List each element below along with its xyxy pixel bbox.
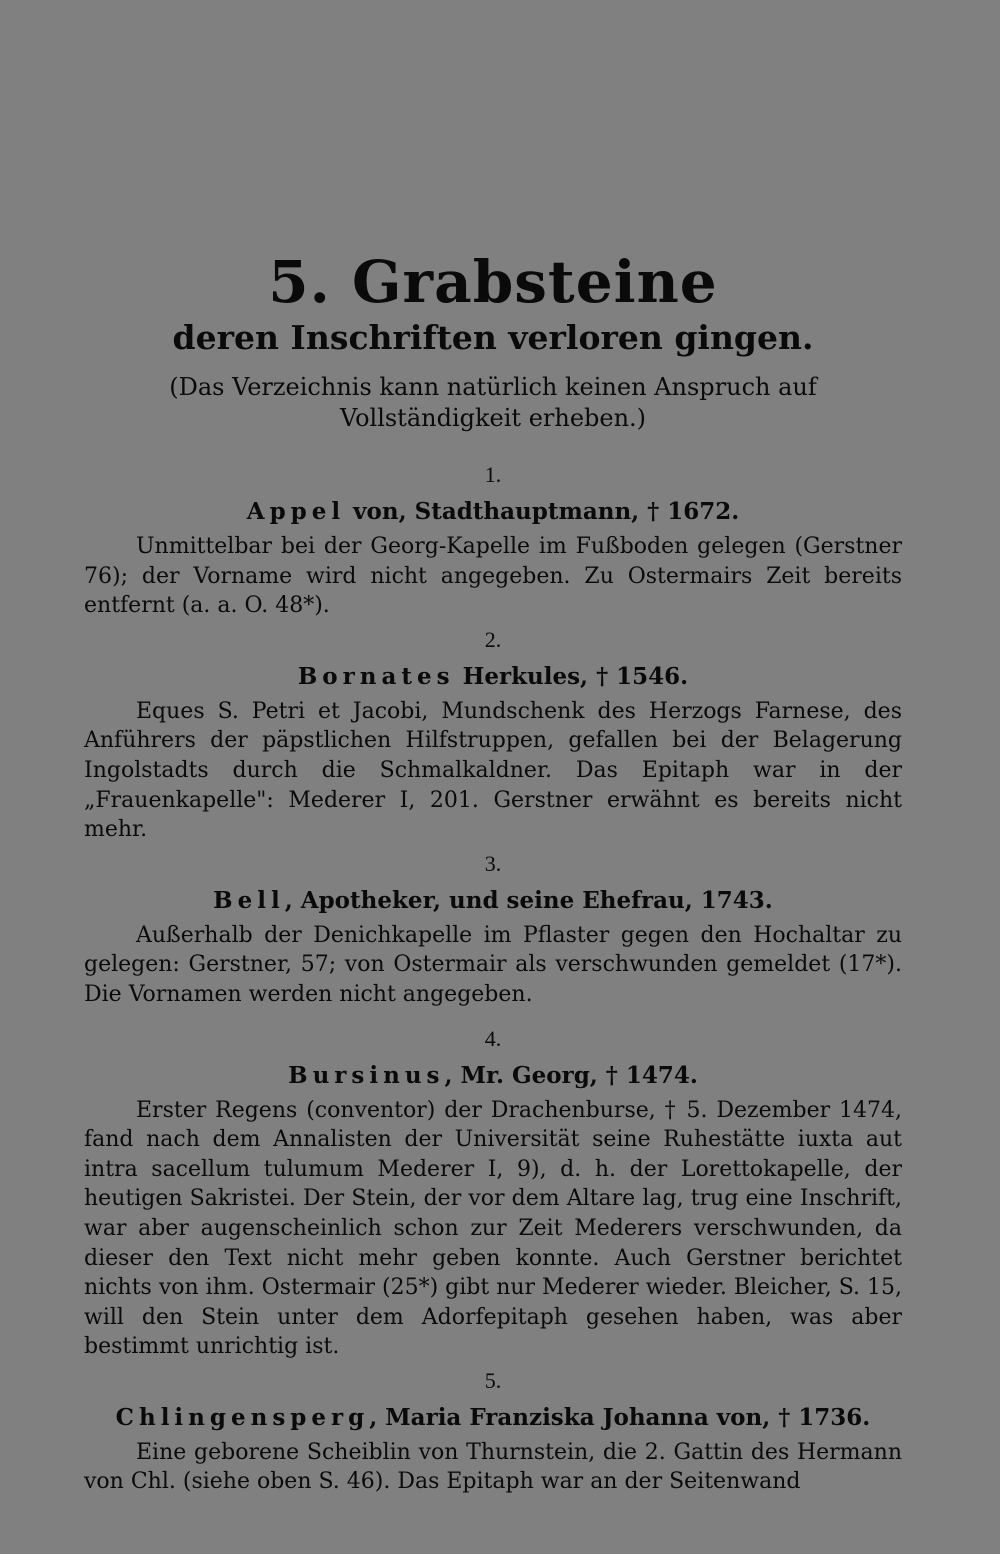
entry-number: 4. <box>484 1025 502 1051</box>
entry-name: Bornates <box>297 662 455 690</box>
entry-text: Erster Regens (conventor) der Drachenburse, † 5. Dezember 1474, fand nach dem Annalisten der Universität seine Ruhestätte iuxta aut intra sacellum tulumum Mederer I, 9), d. h. der Lorettokapelle, der heutigen Sakristei. Der Stein, der vor dem Altare lag, trug eine Inschrift, war aber augenscheinlich schon zur Zeit Mederers verschwunden, da dieser den Text nicht mehr geben konnte. Auch Gerstner berichtet nichts von ihm. Ostermair (25*) gibt nur Mederer wieder. Bleicher, S. 15, will den Stein unter dem Adorfepitaph gesehen haben, was aber bestimmt unrichtig ist. <box>84 1097 902 1360</box>
entry-heading <box>84 494 902 530</box>
entry-heading-rest: , Apotheker, und seine Ehefrau, 1743. <box>284 886 773 914</box>
chapter-title: 5. Grabsteine <box>268 248 718 316</box>
entry-heading-rest: , Maria Franziska Johanna von, † 1736. <box>369 1403 871 1431</box>
entry-text: Eques S. Petri et Jacobi, Mundschenk des Herzogs Farnese, des Anführers der päpstlichen Hilfstruppen, gefallen bei der Belagerung Ingolstadts durch die Schmalkaldner. Das Epitaph war in der „Frauenkapelle": Mederer I, 201. Gerstner erwähnt es bereits nicht mehr. <box>84 698 902 843</box>
entry-text: Unmittelbar bei der Georg-Kapelle im Fußboden gelegen (Gerstner 76); der Vorname wird nicht angegeben. Zu Ostermairs Zeit bereits entfernt (a. a. O. 48*). <box>84 534 902 619</box>
entry-5 <box>84 1366 902 1497</box>
entry-number: 3. <box>484 850 502 876</box>
entry-heading <box>84 1058 902 1094</box>
entry-text: Eine geborene Scheiblin von Thurnstein, die 2. Gattin des Hermann von Chl. (siehe oben S. 46). Das Epitaph war an der Seitenwand <box>84 1439 902 1495</box>
entry-text: Außerhalb der Denichkapelle im Pflaster gegen den Hochaltar zu gelegen: Gerstner, 57; von Ostermair als verschwunden gemeldet (17*). Die Vornamen werden nicht angegeben. <box>84 922 902 1007</box>
entry-name: Chlingensperg <box>115 1403 370 1431</box>
entry-number: 2. <box>484 626 502 652</box>
entry-number: 1. <box>484 462 502 487</box>
entry-name: Appel <box>246 498 346 525</box>
entry-4 <box>84 1024 902 1362</box>
document-page <box>84 248 902 1501</box>
entry-2 <box>84 625 902 845</box>
entry-1 <box>84 460 902 621</box>
chapter-note: (Das Verzeichnis kann natürlich keinen Anspruch auf Vollständigkeit erheben.) <box>169 373 817 432</box>
entry-name: Bell <box>213 886 285 914</box>
chapter-subtitle: deren Inschriften verloren gingen. <box>172 318 814 357</box>
entry-heading-rest: Herkules, † 1546. <box>454 662 689 690</box>
entry-heading <box>84 659 902 695</box>
entry-3 <box>84 849 902 1010</box>
entry-heading-rest: , Mr. Georg, † 1474. <box>444 1061 698 1089</box>
entry-heading-rest: von, Stadthauptmann, † 1672. <box>345 498 740 525</box>
entry-heading <box>84 883 902 919</box>
entry-heading <box>84 1400 902 1436</box>
entry-number: 5. <box>484 1367 502 1393</box>
entry-name: Bursinus <box>288 1061 445 1089</box>
